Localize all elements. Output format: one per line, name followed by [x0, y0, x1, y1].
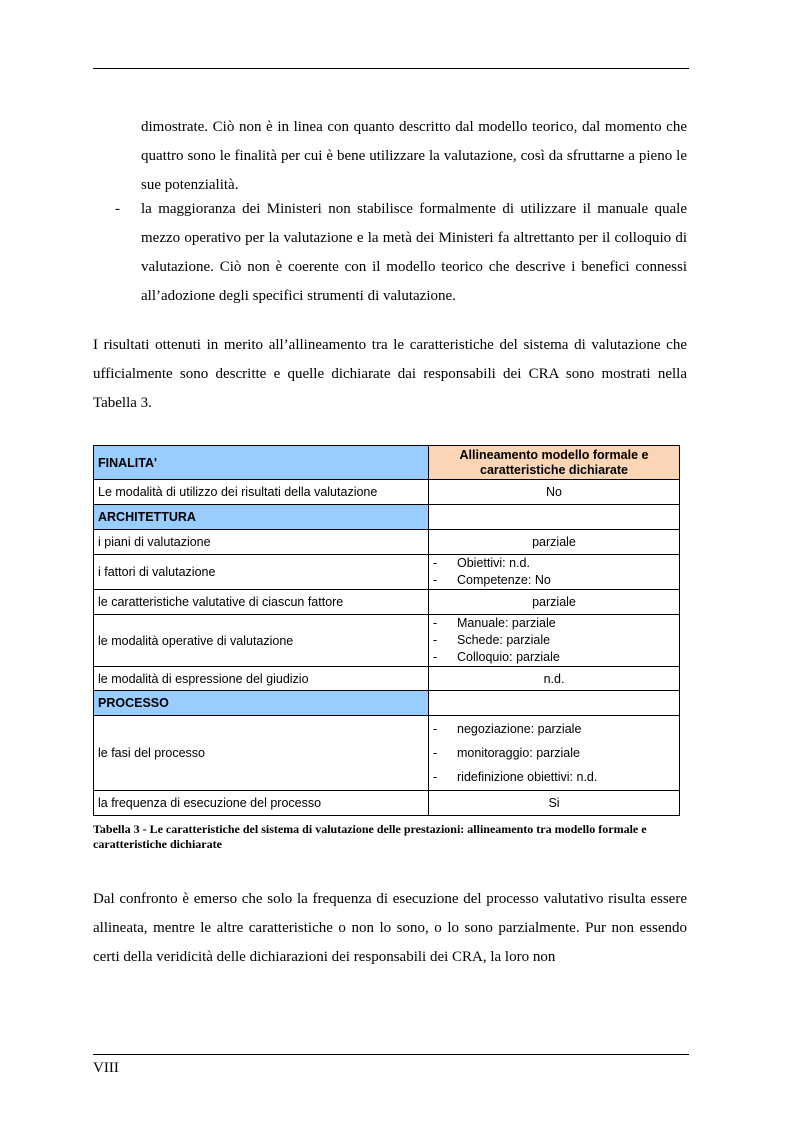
- table-row: [94, 791, 680, 816]
- list-item: - Colloquio: parziale: [433, 650, 560, 664]
- empty-cell: [429, 691, 680, 716]
- row-value: n.d.: [429, 667, 680, 691]
- list-item: - ridefinizione obiettivi: n.d.: [433, 770, 598, 784]
- section-architettura: ARCHITETTURA: [94, 505, 429, 530]
- section-row: [94, 505, 680, 530]
- continuation-paragraph: dimostrate. Ciò non è in linea con quanto descritto dal modello teorico, dal momento che quattro sono le finalità per cui è bene utilizzare la valutazione, così da sfruttarne a pieno le sue potenzialità.: [141, 119, 687, 193]
- row-label: le caratteristiche valutative di ciascun fattore: [94, 590, 429, 615]
- row-label: le fasi del processo: [94, 716, 429, 791]
- row-value: No: [429, 480, 680, 505]
- row-value: parziale: [429, 590, 680, 615]
- empty-cell: [429, 505, 680, 530]
- header-rule: [93, 68, 689, 69]
- table-row: [94, 667, 680, 691]
- row-label: Le modalità di utilizzo dei risultati della valutazione: [94, 480, 429, 505]
- closing-paragraph: Dal confronto è emerso che solo la frequenza di esecuzione del processo valutativo risulta essere allineata, mentre le altre caratteristiche o non lo sono, o lo sono parzialmente. Pur non essendo certi della veridicità delle dichiarazioni dei responsabili dei CRA, la loro non: [93, 891, 687, 965]
- list-item: - Obiettivi: n.d.: [433, 556, 530, 570]
- bullet-dash: -: [115, 201, 120, 217]
- table-row: [94, 530, 680, 555]
- table-row: [94, 555, 680, 590]
- table-row: [94, 590, 680, 615]
- row-list-cell: [429, 555, 680, 590]
- list-item: - negoziazione: parziale: [433, 722, 582, 736]
- sub-list: [433, 615, 675, 666]
- section-row: [94, 691, 680, 716]
- table-row: [94, 716, 680, 791]
- header-allineamento: Allineamento modello formale e caratteristiche dichiarate: [429, 446, 680, 480]
- table-row: [94, 615, 680, 667]
- row-label: i fattori di valutazione: [94, 555, 429, 590]
- intro-paragraph: I risultati ottenuti in merito all’allineamento tra le caratteristiche del sistema di valutazione che ufficialmente sono descritte e quelle dichiarate dai responsabili dei CRA sono mostrati nella Tabella 3.: [93, 337, 687, 411]
- row-value: Si: [429, 791, 680, 816]
- row-label: le modalità di espressione del giudizio: [94, 667, 429, 691]
- section-processo: PROCESSO: [94, 691, 429, 716]
- table-3: [93, 445, 680, 816]
- table-row: [94, 480, 680, 505]
- table-caption: Tabella 3 - Le caratteristiche del sistema di valutazione delle prestazioni: allineamento tra modello formale e caratteristiche dichiarate: [93, 822, 647, 851]
- row-list-cell: [429, 716, 680, 791]
- table-header-row: [94, 446, 680, 480]
- sub-list: [433, 717, 675, 789]
- row-label: la frequenza di esecuzione del processo: [94, 791, 429, 816]
- list-item: - Competenze: No: [433, 573, 551, 587]
- row-value: parziale: [429, 530, 680, 555]
- list-item: - monitoraggio: parziale: [433, 746, 580, 760]
- footer-rule: [93, 1054, 689, 1055]
- row-label: i piani di valutazione: [94, 530, 429, 555]
- header-finalita: FINALITA': [94, 446, 429, 480]
- sub-list: [433, 555, 675, 589]
- row-list-cell: [429, 615, 680, 667]
- row-label: le modalità operative di valutazione: [94, 615, 429, 667]
- bullet-item: [93, 195, 687, 311]
- list-item: - Schede: parziale: [433, 633, 551, 647]
- page-number: VIII: [93, 1060, 119, 1076]
- bullet-text: la maggioranza dei Ministeri non stabilisce formalmente di utilizzare il manuale quale mezzo operativo per la valutazione e la metà dei Ministeri fa altrettanto per il colloquio di valutazione. Ciò non è coerente con il modello teorico che descrive i benefici connessi all’adozione degli specifici strumenti di valutazione.: [141, 201, 687, 304]
- list-item: - Manuale: parziale: [433, 616, 556, 630]
